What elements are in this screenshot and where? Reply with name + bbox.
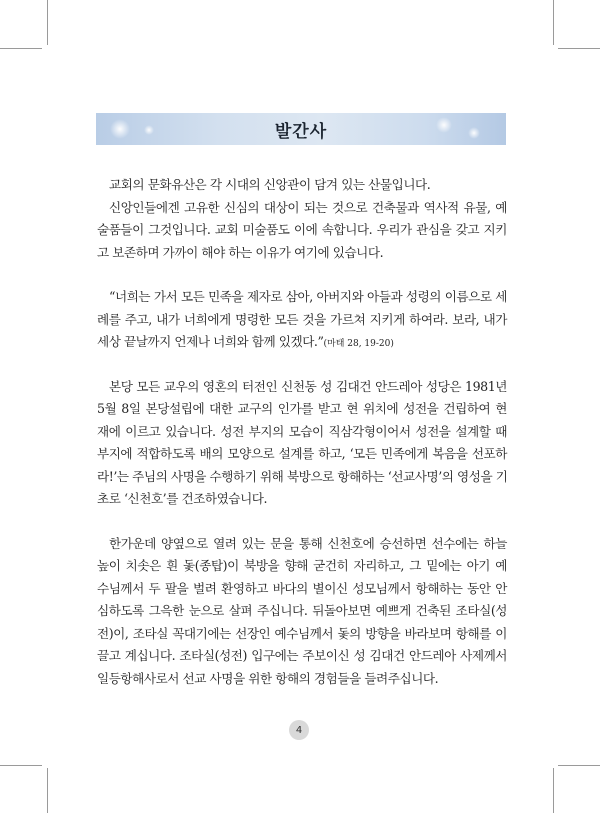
crop-mark-top-left-h: [0, 48, 42, 49]
sparkle-decoration: [468, 127, 480, 139]
text-line: 례를 주고, 내가 너희에게 명령한 모든 것을 가르쳐 지키게 하여라. 보라, 내가: [97, 311, 507, 327]
crop-mark-bottom-right-h: [558, 765, 600, 766]
crop-mark-bottom-left-h: [0, 765, 42, 766]
text-line: 전)이, 조타실 꼭대기에는 선장인 예수님께서 돛의 방향을 바라보며 항해를 이: [97, 625, 507, 641]
text-line: 끌고 계십니다. 조타실(성전) 입구에는 주보이신 성 김대건 안드레아 사제께서: [97, 648, 507, 663]
crop-mark-bottom-left: [47, 768, 48, 813]
sparkle-decoration: [110, 119, 130, 139]
text-line: 수님께서 두 팔을 벌려 환영하고 바다의 별이신 성모님께서 항해하는 동안 안: [97, 580, 507, 596]
text-line: 술품들이 그것입니다. 교회 미술품도 이에 속합니다. 우리가 관심을 갖고 지키: [97, 222, 507, 237]
text-line: 고 보존하며 가까이 해야 하는 이유가 여기에 있습니다.: [97, 244, 384, 260]
text-line: 심하도록 그윽한 눈으로 살펴 주십니다. 뒤돌아보면 예쁘게 건축된 조타실(성: [97, 603, 507, 618]
text-line: 라!’는 주님의 사명을 수행하기 위해 북방으로 항해하는 ‘선교사명’의 영성을 기: [97, 468, 508, 484]
document-body: [97, 174, 507, 690]
paragraph-4: [97, 533, 507, 691]
text-line: 일등항해사로서 선교 사명을 위한 항해의 경험들을 들려주십니다.: [97, 670, 439, 686]
page-number: 4: [289, 720, 309, 740]
text-line: “너희는 가서 모든 민족을 제자로 삼아, 아버지와 아들과 성령의 이름으로 세: [109, 289, 507, 304]
text-line: 부지에 적합하도록 배의 모양으로 설계를 하고, ‘모든 민족에게 복음을 선포하: [97, 446, 507, 461]
sparkle-decoration: [436, 117, 452, 133]
crop-mark-top-right-h: [558, 48, 600, 49]
sparkle-decoration: [144, 125, 154, 135]
paragraph-3: [97, 376, 507, 511]
text-line: 본당 모든 교우의 영혼의 터전인 신천동 성 김대건 안드레아 성당은 1981년: [109, 378, 507, 394]
text-line: 초로 ‘신천호’를 건조하였습니다.: [97, 491, 268, 506]
title-banner: [96, 113, 506, 145]
bible-reference: (마태 28, 19-20): [323, 339, 394, 349]
crop-mark-bottom-right: [553, 768, 554, 813]
page-title: 발간사: [274, 121, 328, 142]
text-line: 재에 이르고 있습니다. 성전 부지의 모습이 직삼각형이어서 성전을 설계할 때: [97, 423, 507, 439]
text-line: [97, 331, 507, 354]
text-line: 5월 8일 본당설립에 대한 교구의 인가를 받고 현 위치에 성전을 건립하여 현: [97, 401, 507, 416]
text-line: 높이 치솟은 흰 돛(종탑)이 북방을 향해 굳건히 자리하고, 그 밑에는 아기 예: [97, 558, 507, 573]
paragraph-2-quote: [97, 286, 507, 354]
text-line: 한가운데 양옆으로 열려 있는 문을 통해 신천호에 승선하면 선수에는 하늘: [109, 535, 507, 551]
crop-mark-top-left: [47, 0, 48, 45]
text-line: 신앙인들에겐 고유한 신심의 대상이 되는 것으로 건축물과 역사적 유물, 예: [109, 199, 507, 215]
quote-text: 세상 끝날까지 언제나 너희와 함께 있겠다.”: [97, 334, 324, 349]
text-line: 교회의 문화유산은 각 시대의 신앙관이 담겨 있는 산물입니다.: [109, 177, 431, 192]
paragraph-1: [97, 174, 507, 264]
crop-mark-top-right: [553, 0, 554, 45]
